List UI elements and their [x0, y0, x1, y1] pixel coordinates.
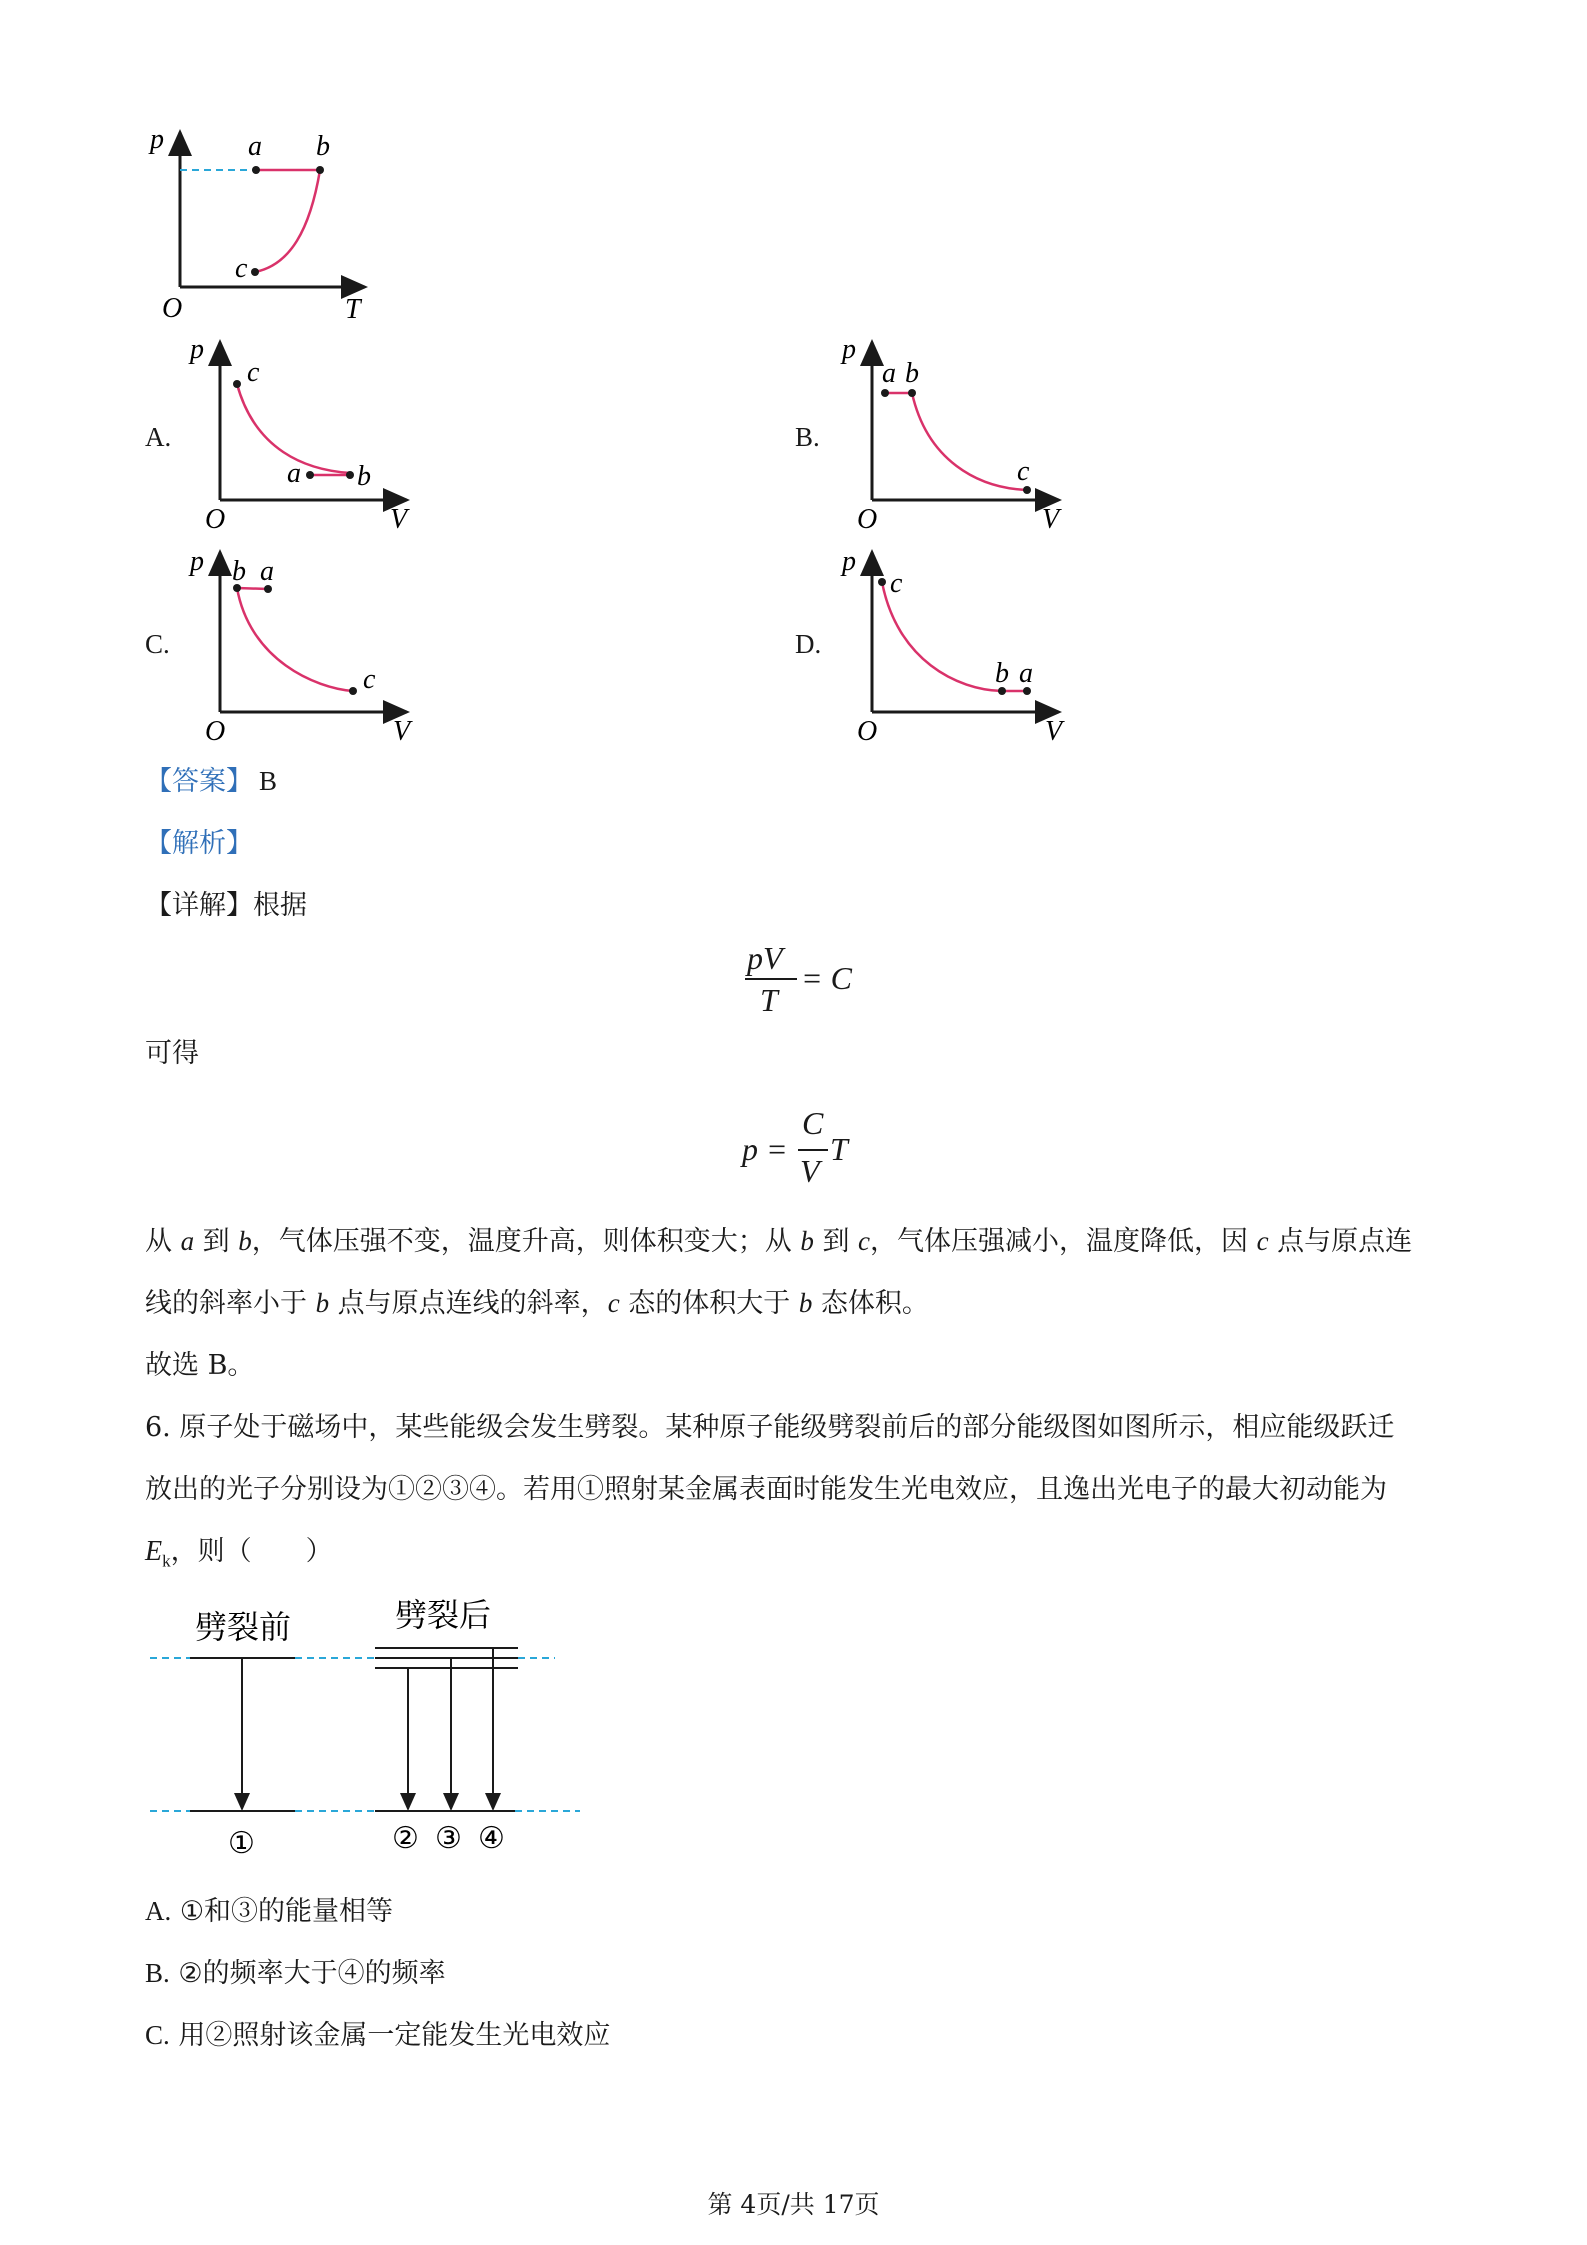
- q6-line-1: 6. 原子处于磁场中，某些能级会发生劈裂。某种原子能级劈裂前后的部分能级图如图所示，相应能级跃迁: [145, 1412, 1395, 1443]
- svg-text:V: V: [393, 716, 411, 747]
- answer-line: [145, 768, 277, 795]
- q6-option-b: [145, 1960, 446, 1987]
- photon-1-label: ①: [228, 1827, 255, 1860]
- q6-option-c-label: C.: [145, 2020, 170, 2050]
- label-p: p: [150, 124, 164, 155]
- label-a: a: [248, 131, 262, 162]
- eq1-num: pV: [747, 940, 783, 976]
- analysis-tag: 【解析】: [145, 828, 253, 859]
- svg-text:a: a: [287, 458, 301, 489]
- q6-option-b-label: B.: [145, 1958, 170, 1988]
- energy-level-diagram: [140, 1598, 600, 1868]
- conclusion: 故选 B。: [145, 1350, 255, 1381]
- eq2-num: C: [802, 1105, 824, 1141]
- q6-option-c-text: 用②照射该金属一定能发生光电效应: [178, 2020, 611, 2051]
- eq2-tail: T: [830, 1131, 848, 1167]
- detail-line: [145, 892, 307, 919]
- option-b-graph: [827, 330, 1087, 540]
- q6-line-3: $E_k$，则（ ）: [145, 1536, 333, 1571]
- photon-2-label: ②: [392, 1822, 419, 1855]
- q6-line-2: 放出的光子分别设为①②③④。若用①照射某金属表面时能发生光电效应，且逸出光电子的最大初动能为: [145, 1474, 1387, 1505]
- svg-text:a: a: [260, 556, 274, 587]
- svg-text:a: a: [1019, 658, 1033, 689]
- before-label: 劈裂前: [195, 1609, 292, 1645]
- eq2-frac-bar: [798, 1149, 828, 1151]
- svg-text:O: O: [205, 716, 226, 747]
- option-c-label: C.: [145, 629, 170, 659]
- svg-text:V: V: [390, 504, 408, 535]
- svg-text:c: c: [890, 568, 903, 599]
- eq2-lhs: p =: [742, 1131, 788, 1167]
- point-a: [252, 166, 260, 174]
- equation-2: [742, 1105, 902, 1195]
- svg-text:V: V: [1045, 716, 1063, 747]
- svg-text:O: O: [857, 716, 878, 747]
- label-b: b: [316, 131, 330, 162]
- svg-text:a: a: [882, 358, 896, 389]
- bc-curve: [255, 170, 320, 272]
- photon-4-label: ④: [478, 1822, 505, 1855]
- svg-text:b: b: [905, 358, 919, 389]
- svg-text:V: V: [1042, 504, 1060, 535]
- svg-text:c: c: [247, 357, 260, 388]
- after-label: 劈裂后: [395, 1598, 492, 1633]
- eq1-frac-bar: [745, 978, 797, 980]
- q6-option-a: [145, 1898, 393, 1925]
- q6-option-c: [145, 2022, 610, 2049]
- equation-1: [745, 940, 865, 1020]
- label-T: T: [345, 294, 361, 325]
- svg-text:p: p: [842, 546, 856, 577]
- detail-tag: 【详解】: [145, 890, 253, 921]
- option-d-graph: [827, 540, 1087, 750]
- explain-line-1: 从 a 到 b，气体压强不变，温度升高，则体积变大；从 b 到 c，气体压强减小，温度降低，因 c 点与原点连: [145, 1226, 1413, 1257]
- pt-graph: [140, 120, 400, 330]
- eq2-den: V: [800, 1153, 820, 1189]
- eq1-rhs: = C: [801, 960, 852, 996]
- svg-text:p: p: [842, 334, 856, 365]
- point-b: [316, 166, 324, 174]
- explain-line-2: 线的斜率小于 b 点与原点连线的斜率，c 态的体积大于 b 态体积。: [145, 1288, 929, 1319]
- svg-text:O: O: [857, 504, 878, 535]
- option-d-label: D.: [795, 629, 822, 659]
- point-c: [251, 268, 259, 276]
- svg-text:p: p: [190, 334, 204, 365]
- photon-3-label: ③: [435, 1822, 462, 1855]
- svg-text:c: c: [363, 664, 376, 695]
- svg-text:b: b: [232, 556, 246, 587]
- svg-text:b: b: [357, 461, 371, 492]
- q6-option-a-text: ①和③的能量相等: [179, 1896, 394, 1927]
- svg-text:c: c: [1017, 456, 1030, 487]
- q6-option-b-text: ②的频率大于④的频率: [178, 1958, 446, 1989]
- option-a-label: A.: [145, 422, 172, 452]
- q6-option-a-label: A.: [145, 1896, 172, 1926]
- answer-value: B: [259, 766, 278, 796]
- option-b-label: B.: [795, 422, 820, 452]
- detail-text: 根据: [253, 890, 307, 921]
- label-c: c: [235, 253, 248, 284]
- kede-text: 可得: [145, 1038, 199, 1069]
- svg-text:b: b: [995, 658, 1009, 689]
- page-footer: 第 4页/共 17页: [707, 2190, 880, 2219]
- label-O: O: [162, 293, 183, 324]
- svg-text:O: O: [205, 504, 226, 535]
- eq1-den: T: [760, 982, 778, 1018]
- option-a-graph: [175, 330, 435, 540]
- answer-tag: 【答案】: [145, 766, 253, 797]
- svg-text:p: p: [190, 546, 204, 577]
- option-c-graph: [175, 540, 435, 750]
